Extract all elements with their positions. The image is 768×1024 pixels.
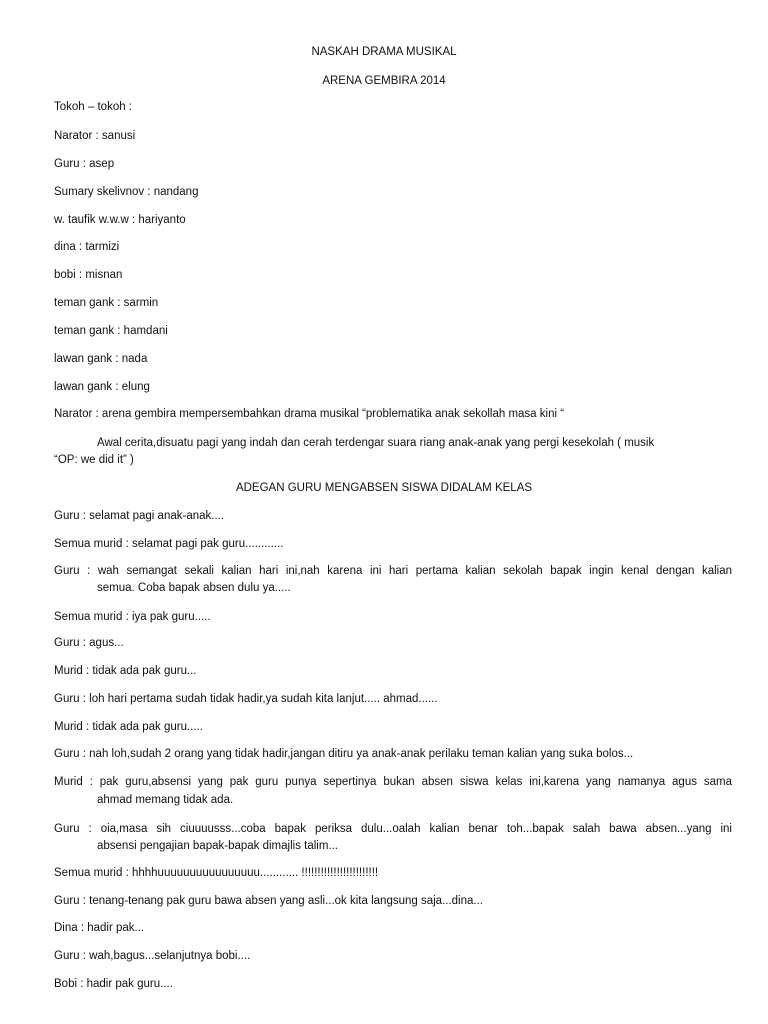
dialogue-line: Murid : tidak ada pak guru.....	[54, 721, 203, 733]
cast-item: teman gank : hamdani	[54, 325, 168, 337]
dialogue-line-continued: ahmad memang tidak ada.	[97, 794, 234, 806]
dialogue-line: Bobi : hadir pak guru....	[54, 978, 173, 990]
cast-item: lawan gank : nada	[54, 353, 148, 365]
dialogue-line: Guru : selamat pagi anak-anak....	[54, 510, 225, 522]
dialogue-line-continued: absensi pengajian bapak-bapak dimajlis talim...	[97, 840, 339, 852]
narrator-intro: Narator : arena gembira mempersembahkan drama musikal “problematika anak sekollah masa kini “	[54, 408, 565, 420]
dialogue-line: Guru : wah semangat sekali kalian hari ini,nah karena ini hari pertama kalian sekolah bapak ingin kenal dengan kalian	[54, 565, 732, 577]
scene-heading: ADEGAN GURU MENGABSEN SISWA DIDALAM KELAS	[235, 482, 533, 494]
cast-item: dina : tarmizi	[54, 241, 120, 253]
dialogue-line-continued: semua. Coba bapak absen dulu ya.....	[97, 582, 291, 594]
cast-item: w. taufik w.w.w : hariyanto	[54, 214, 186, 226]
dialogue-line: Guru : loh hari pertama sudah tidak hadir,ya sudah kita lanjut..... ahmad......	[54, 693, 438, 705]
dialogue-line: Guru : nah loh,sudah 2 orang yang tidak hadir,jangan ditiru ya anak-anak perilaku teman kalian yang suka bolos...	[54, 748, 634, 760]
cast-heading: Tokoh – tokoh :	[54, 101, 132, 113]
dialogue-line: Semua murid : hhhhuuuuuuuuuuuuuuuu............ !!!!!!!!!!!!!!!!!!!!!!!!	[54, 867, 379, 879]
cast-item: Guru : asep	[54, 158, 115, 170]
dialogue-line: Guru : oia,masa sih ciuuuusss...coba bapak periksa dulu...oalah kalian benar toh...bapak salah bawa absen...yang ini	[54, 823, 732, 835]
cast-item: lawan gank : elung	[54, 381, 150, 393]
opening-paragraph-line: “OP: we did it” )	[54, 454, 134, 466]
dialogue-line: Guru : wah,bagus...selanjutnya bobi....	[54, 950, 251, 962]
document-title: NASKAH DRAMA MUSIKAL	[311, 46, 457, 58]
opening-paragraph-line: Awal cerita,disuatu pagi yang indah dan cerah terdengar suara riang anak-anak yang pergi kesekolah ( musik	[97, 437, 655, 449]
dialogue-line: Guru : tenang-tenang pak guru bawa absen yang asli...ok kita langsung saja...dina...	[54, 895, 483, 907]
document-subtitle: ARENA GEMBIRA 2014	[322, 75, 446, 87]
dialogue-line: Murid : pak guru,absensi yang pak guru punya sepertinya bukan absen siswa kelas ini,karena yang namanya agus sama	[54, 776, 732, 788]
cast-item: Sumary skelivnov : nandang	[54, 186, 199, 198]
cast-item: bobi : misnan	[54, 269, 123, 281]
dialogue-line: Dina : hadir pak...	[54, 922, 145, 934]
cast-item: teman gank : sarmin	[54, 297, 159, 309]
dialogue-line: Guru : agus...	[54, 637, 124, 649]
cast-item: Narator : sanusi	[54, 130, 136, 142]
dialogue-line: Semua murid : selamat pagi pak guru............	[54, 538, 284, 550]
dialogue-line: Murid : tidak ada pak guru...	[54, 665, 197, 677]
dialogue-line: Semua murid : iya pak guru.....	[54, 611, 211, 623]
